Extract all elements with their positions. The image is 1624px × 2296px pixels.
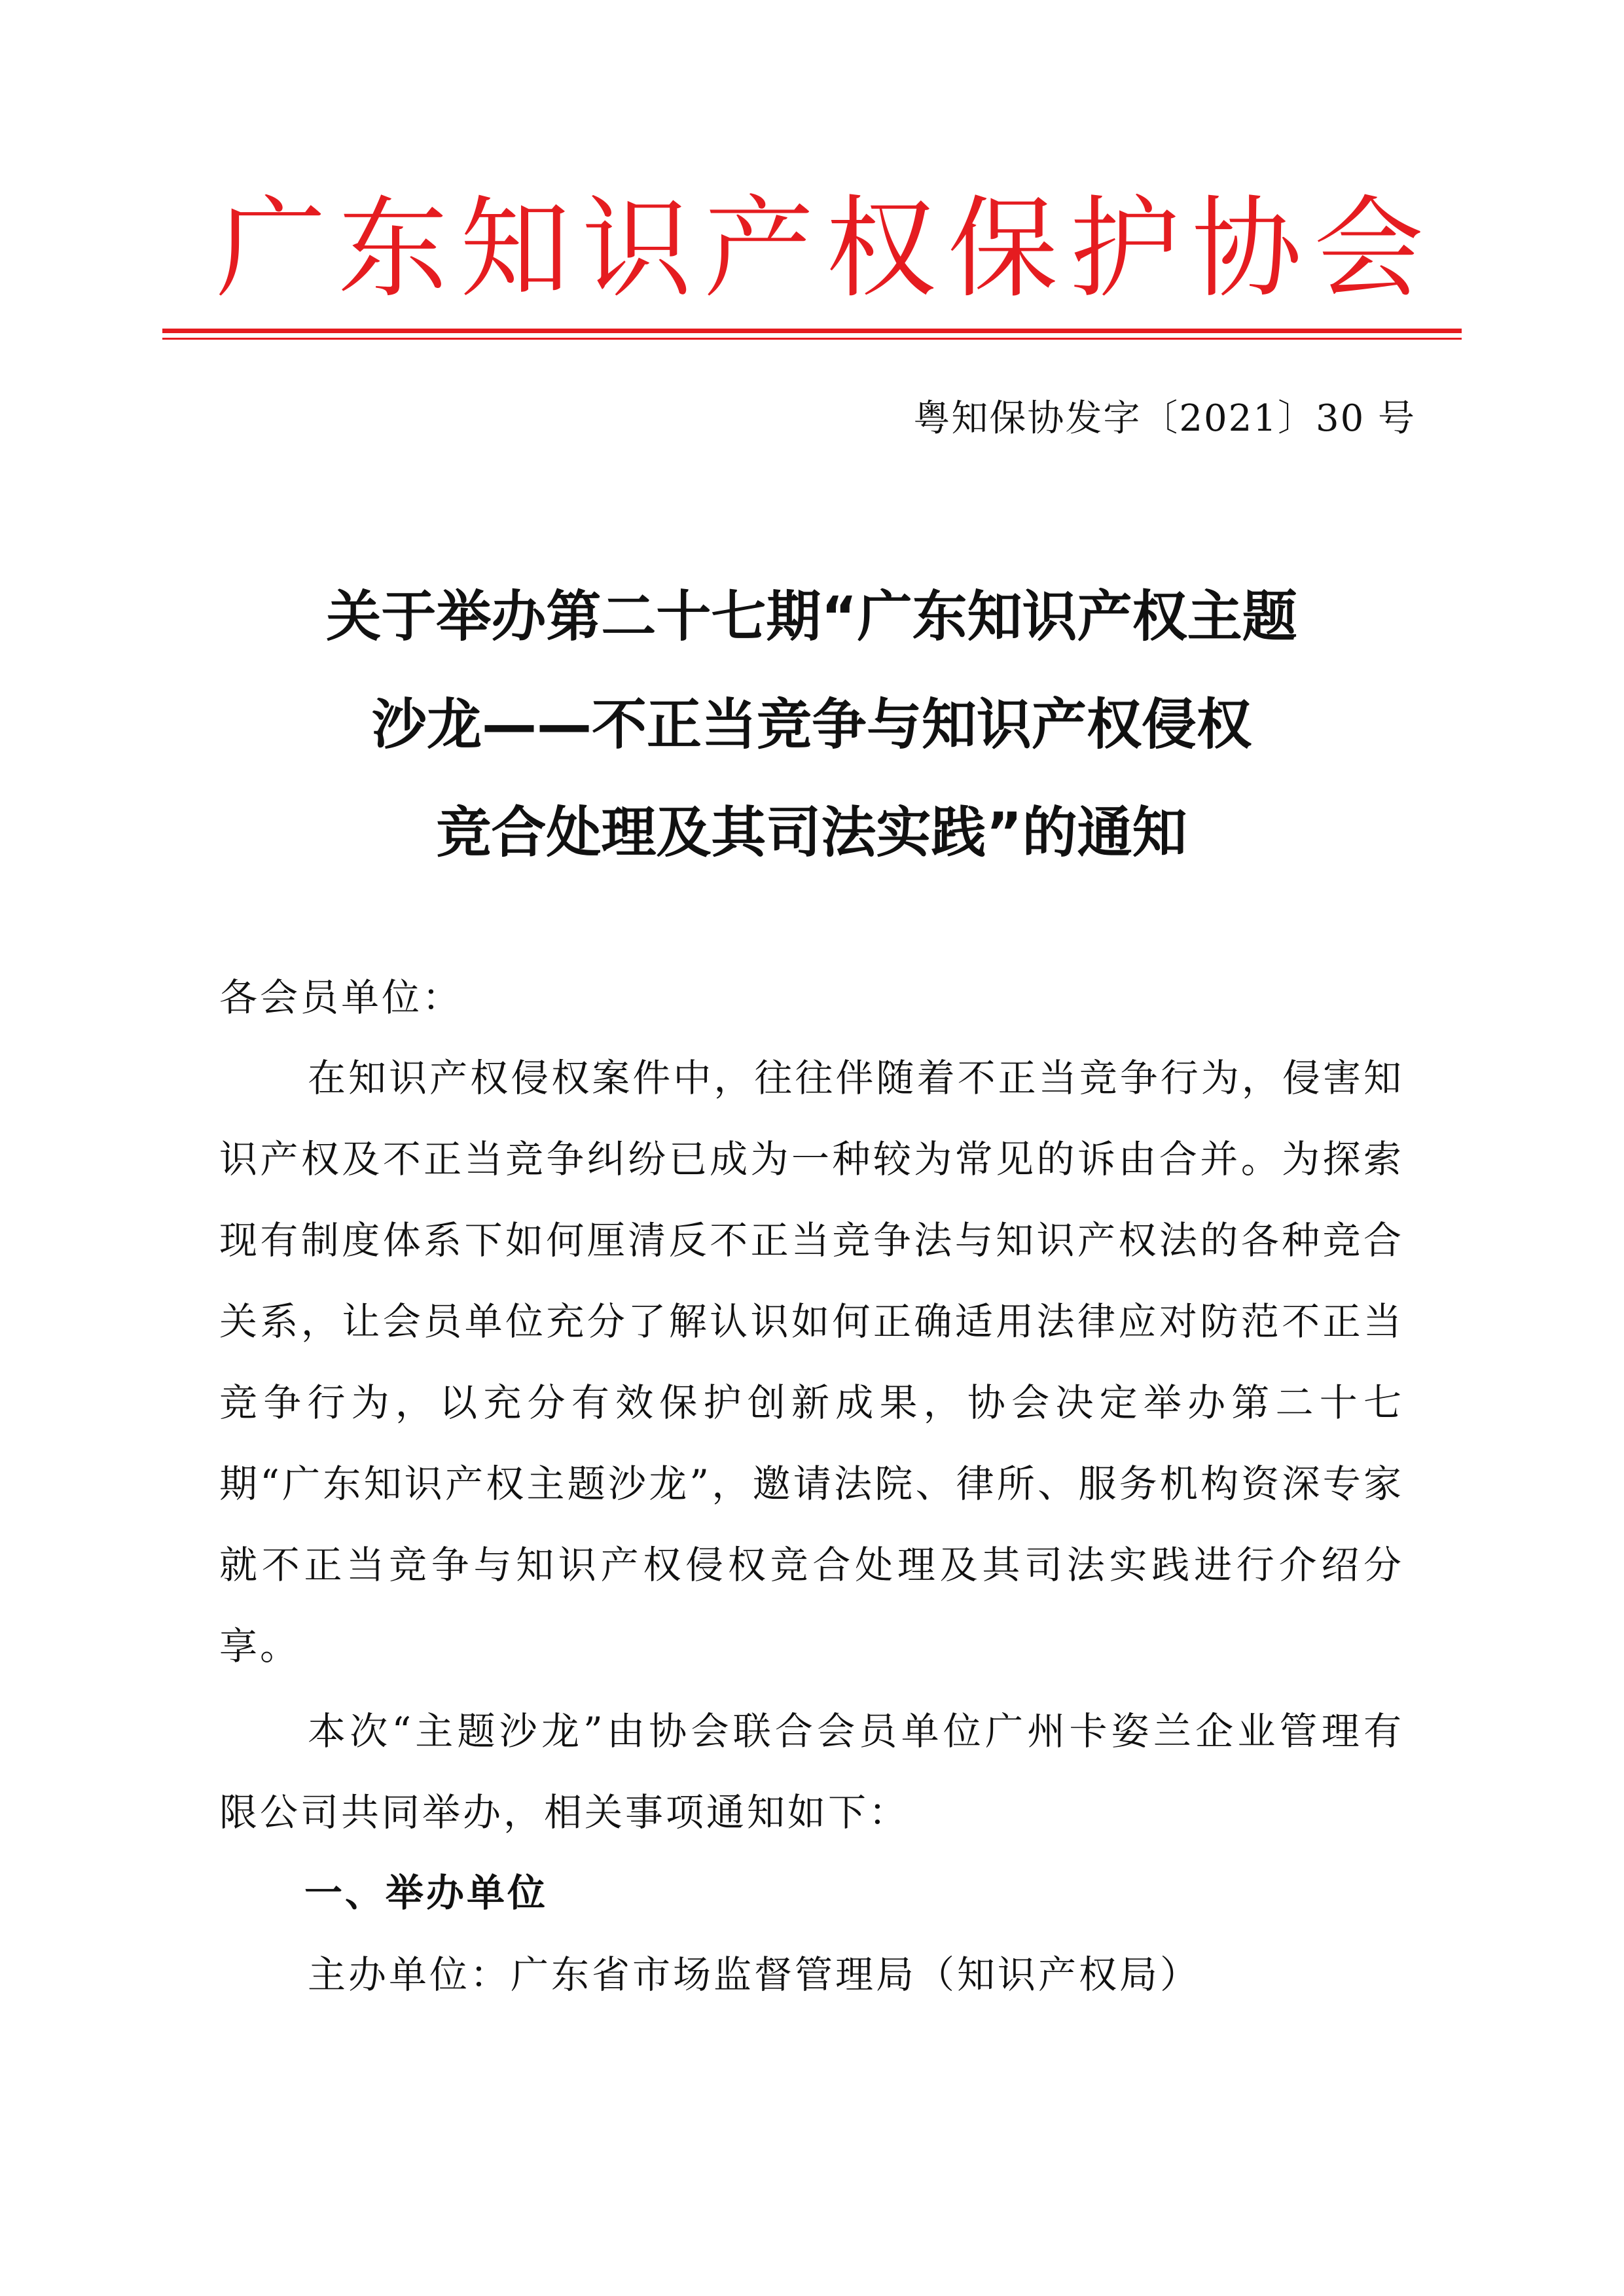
title-line-3: 竞合处理及其司法实践”的通知 bbox=[436, 800, 1187, 865]
letterhead-title bbox=[216, 177, 1424, 321]
host-organizer: 主办单位：广东省市场监督管理局（知识产权局） bbox=[308, 1952, 1201, 1997]
letterhead-divider-thin bbox=[162, 338, 1462, 340]
letterhead-char: 权 bbox=[825, 185, 936, 313]
paragraph-background: 在知识产权侵权案件中，往往伴随着不正当竞争行为，侵害知识产权及不正当竞争纠纷已成为一种较为常见的诉由合并。为探索现有制度体系下如何厘清反不正当竞争法与知识产权法的各种竞合关系，让会员单位充分了解认识如何正确适用法律应对防范不正当竞争行为，以充分有效保护创新成果，协会决定举办第二十七期“广东知识产权主题沙龙”，邀请法院、律所、服务机构资深专家就不正当竞争与知识产权侵权竞合处理及其司法实践进行介绍分享。 bbox=[219, 1056, 1404, 1668]
salutation: 各会员单位： bbox=[219, 975, 463, 1020]
letterhead-char: 知 bbox=[460, 185, 570, 313]
letterhead-char: 协 bbox=[1191, 185, 1302, 313]
title-line-1: 关于举办第二十七期“广东知识产权主题 bbox=[326, 584, 1297, 649]
letterhead-char: 识 bbox=[581, 185, 692, 313]
letterhead-char: 护 bbox=[1070, 185, 1180, 313]
section-heading-organizers: 一、举办单位 bbox=[304, 1871, 549, 1915]
letterhead-char: 保 bbox=[947, 185, 1058, 313]
title-line-2: 沙龙——不正当竞争与知识产权侵权 bbox=[371, 692, 1252, 757]
letterhead-char: 广 bbox=[216, 185, 326, 313]
paragraph-cohost: 本次“主题沙龙”由协会联合会员单位广州卡姿兰企业管理有限公司共同举办，相关事项通知如下： bbox=[219, 1709, 1404, 1835]
letterhead-char: 会 bbox=[1313, 185, 1424, 313]
letterhead-char: 东 bbox=[338, 185, 448, 313]
letterhead-char: 产 bbox=[704, 185, 814, 313]
notice-title bbox=[196, 563, 1427, 887]
letterhead-divider-thick bbox=[162, 329, 1462, 333]
document-number: 粤知保协发字〔2021〕30 号 bbox=[913, 397, 1416, 440]
